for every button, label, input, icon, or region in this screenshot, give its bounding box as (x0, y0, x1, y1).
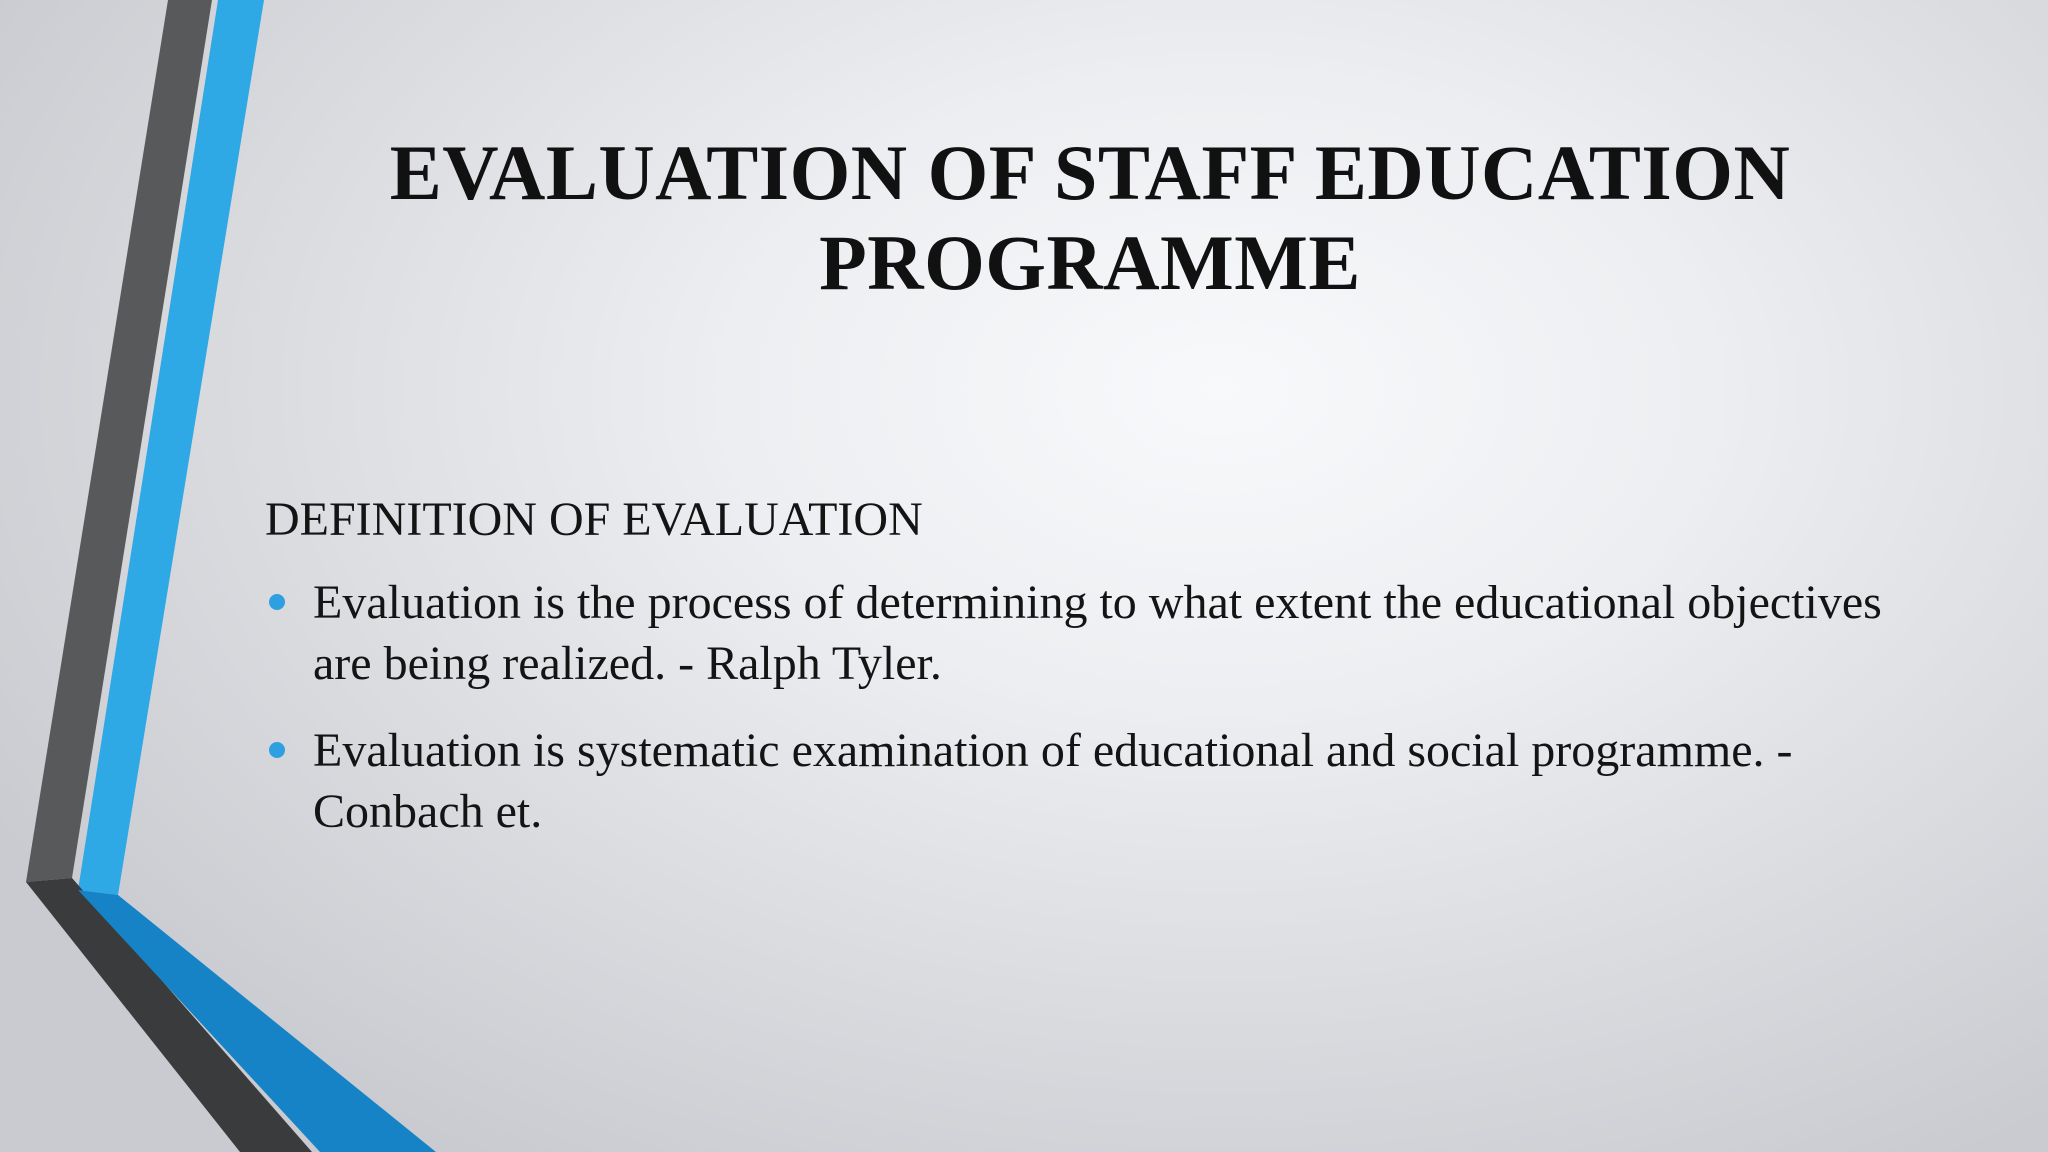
slide-body (265, 490, 1905, 868)
bullet-list (265, 572, 1905, 842)
bullet-text: Evaluation is systematic examination of educational and social programme. - Conbach et. (313, 724, 1793, 838)
bullet-dot-icon (269, 742, 285, 758)
section-subheading: DEFINITION OF EVALUATION (265, 493, 923, 546)
bullet-text: Evaluation is the process of determining to what extent the educational objectives are being realized. - Ralph Tyler. (313, 576, 1882, 690)
bullet-dot-icon (269, 594, 285, 610)
bullet-item (265, 720, 1905, 842)
bullet-item (265, 572, 1905, 694)
dark-stripe-diagonal (26, 878, 312, 1152)
slide-title: EVALUATION OF STAFF EDUCATION PROGRAMME (389, 129, 1791, 306)
